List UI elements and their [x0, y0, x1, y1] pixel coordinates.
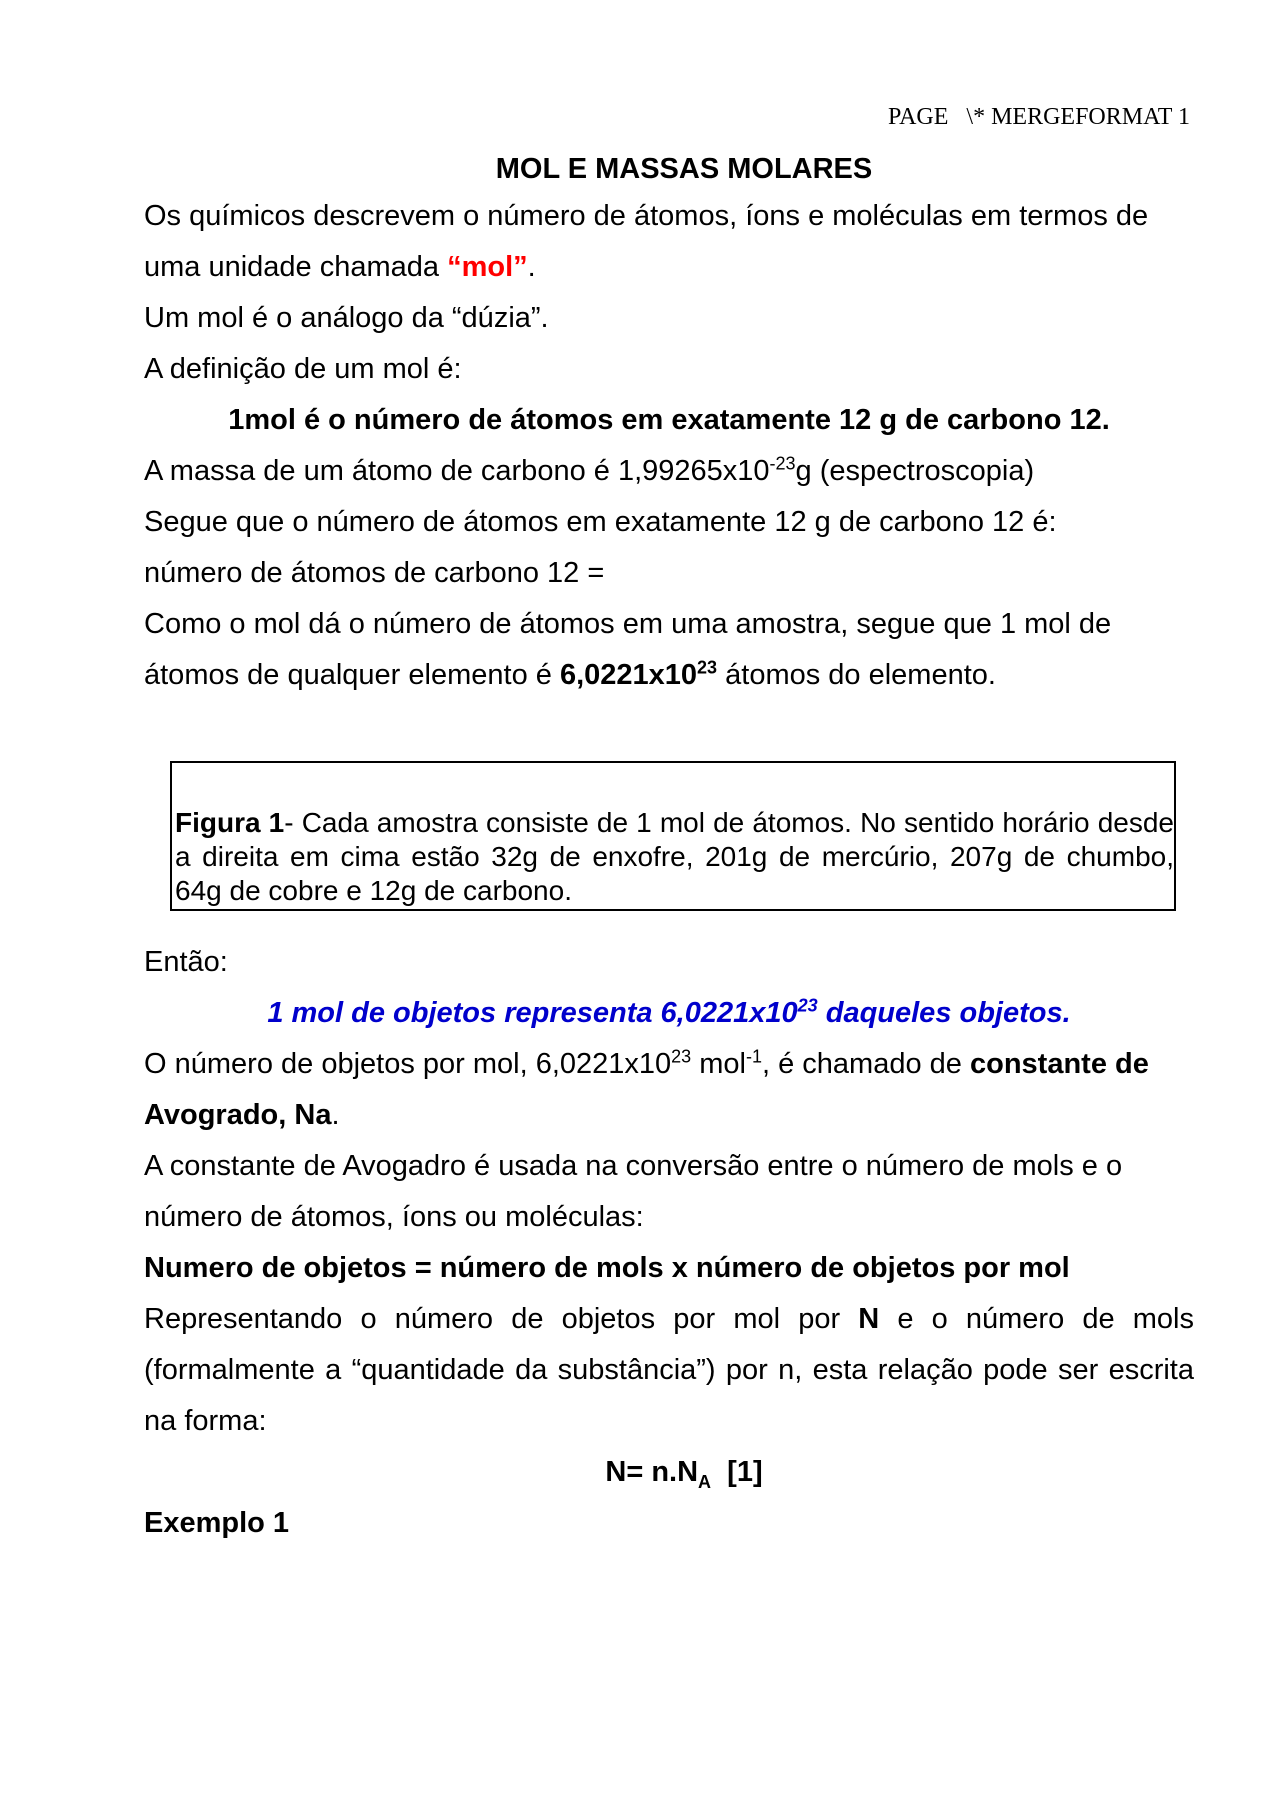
avogadro-number-base: 6,0221x10	[559, 659, 698, 691]
representing-part-1: Representando o número de objetos por mol por	[144, 1303, 859, 1335]
avogadro-unit-exponent: -1	[745, 1046, 762, 1067]
avogadro-mol: mol	[691, 1048, 746, 1080]
carbon-mass-line	[144, 446, 1194, 497]
definition-lead: A definição de um mol é:	[144, 353, 462, 385]
formula-main: N= n.N	[605, 1456, 699, 1488]
intro-line-2	[144, 242, 1194, 293]
figure-label: Figura 1	[175, 807, 285, 838]
avogadro-line-2	[144, 1090, 1194, 1141]
since-line-2-prefix: átomos de qualquer elemento é	[144, 659, 560, 691]
avogadro-name-1: constante de	[969, 1048, 1149, 1080]
avogadro-exponent: 23	[671, 1046, 692, 1067]
blue-statement-prefix: 1 mol de objetos representa 6,0221x10	[267, 997, 798, 1029]
analogy-line: Um mol é o análogo da “dúzia”.	[144, 302, 549, 334]
intro-line-1: Os químicos descrevem o número de átomos, íons e moléculas em termos de	[144, 200, 1149, 232]
avogadro-number	[560, 659, 717, 691]
mol-highlight: “mol”	[447, 251, 528, 283]
avogadro-line-1	[144, 1039, 1194, 1090]
formula-ref: [1]	[711, 1456, 763, 1488]
since-line-1: Como o mol dá o número de átomos em uma amostra, segue que 1 mol de	[144, 608, 1112, 640]
bold-rule: Numero de objetos = número de mols x número de objetos por mol	[144, 1252, 1070, 1284]
formula	[144, 1447, 1194, 1498]
mol-definition: 1mol é o número de átomos em exatamente 12 g de carbono 12.	[228, 404, 1110, 436]
since-line-2	[144, 650, 1194, 701]
avogadro-name-2: Avogrado, Na	[144, 1099, 332, 1131]
then-line: Então:	[144, 946, 228, 978]
document-title: MOL E MASSAS MOLARES	[495, 153, 873, 185]
since-line-2-suffix: átomos do elemento.	[717, 659, 996, 691]
page-number-field: PAGE \* MERGEFORMAT 1	[887, 104, 1190, 130]
avogadro-after: , é chamado de	[762, 1048, 970, 1080]
representing-paragraph	[144, 1294, 1194, 1447]
carbon-mass-prefix: A massa de um átomo de carbono é 1,99265x10	[144, 455, 770, 487]
formula-subscript: A	[698, 1471, 712, 1492]
blue-statement	[144, 988, 1194, 1039]
spacer	[144, 701, 1194, 761]
figure-caption	[175, 806, 1174, 908]
count-expression: número de átomos de carbono 12 =	[144, 557, 605, 589]
avogadro-prefix: O número de objetos por mol, 6,0221x10	[144, 1048, 672, 1080]
spacer	[144, 911, 1194, 937]
blue-statement-exponent: 23	[797, 995, 818, 1016]
intro-line-2-suffix: .	[527, 251, 536, 283]
follows-line: Segue que o número de átomos em exatamente 12 g de carbono 12 é:	[144, 506, 1057, 538]
intro-line-2-prefix: uma unidade chamada	[144, 251, 448, 283]
figure-caption-box	[170, 761, 1176, 911]
figure-caption-text: - Cada amostra consiste de 1 mol de átomos. No sentido horário desde a direita em cima estão 32g de enxofre, 201g de mercúrio, 207g de chumbo, 64g de cobre e 12g de carbono.	[175, 807, 1174, 906]
usage-line-1: A constante de Avogadro é usada na conversão entre o número de mols e o	[144, 1150, 1123, 1182]
example-heading: Exemplo 1	[144, 1507, 290, 1539]
representing-part-2: e o número de mols (formalmente a “quantidade da substância”) por n, esta relação pode ser escrita na forma:	[144, 1303, 1194, 1437]
representing-N: N	[858, 1303, 880, 1335]
carbon-mass-exponent: -23	[769, 453, 796, 474]
carbon-mass-suffix: g (espectroscopia)	[795, 455, 1035, 487]
usage-line-2: número de átomos, íons ou moléculas:	[144, 1201, 644, 1233]
avogadro-end: .	[331, 1099, 340, 1131]
blue-statement-suffix: daqueles objetos.	[817, 997, 1071, 1029]
document-body	[144, 147, 1194, 1549]
avogadro-number-exponent: 23	[697, 657, 718, 678]
